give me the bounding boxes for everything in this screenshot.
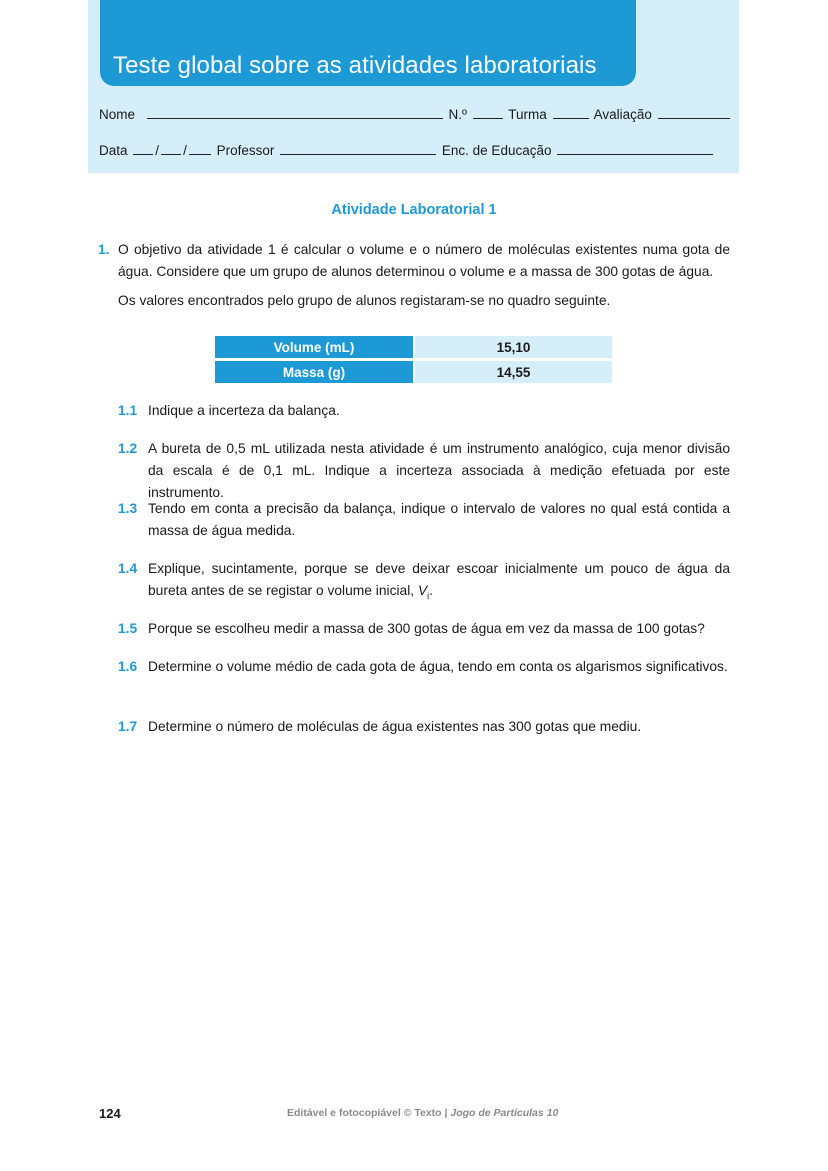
subquestion-text: Determine o número de moléculas de água existentes nas 300 gotas que mediu.: [148, 719, 642, 734]
nome-field[interactable]: [147, 106, 443, 119]
nome-label: Nome: [99, 107, 136, 122]
variable-subscript: i: [427, 590, 430, 601]
avaliacao-label: Avaliação: [593, 107, 652, 122]
subquestion-text: Porque se escolheu medir a massa de 300 gotas de água em vez da massa de 100 gotas?: [148, 621, 705, 636]
question-intro: Os valores encontrados pelo grupo de alunos registaram-se no quadro seguinte.: [118, 293, 611, 308]
enc-educacao-label: Enc. de Educação: [441, 143, 552, 158]
credit-text: Editável e fotocopiável © Texto |: [287, 1107, 448, 1119]
page-title: Teste global sobre as atividades laboratoriais: [113, 52, 597, 79]
enc-educacao-field[interactable]: [557, 142, 713, 155]
subquestion-1-1: [118, 400, 730, 422]
question-text: O objetivo da atividade 1 é calcular o volume e o número de moléculas existentes numa gota de água. Considere que um grupo de alunos determinou o volume e a massa de 300 gotas de água.: [118, 242, 730, 279]
subquestion-1-5: [118, 618, 730, 640]
subquestion-text: Explique, sucintamente, porque se deve deixar escoar inicialmente um pouco de água da bureta antes de se registar o volume inicial,: [148, 561, 730, 598]
subquestion-1-7: [118, 716, 730, 738]
turma-field[interactable]: [553, 106, 589, 119]
turma-label: Turma: [508, 107, 547, 122]
subquestion-text: Determine o volume médio de cada gota de água, tendo em conta os algarismos significativos.: [148, 659, 728, 674]
subquestion-number: 1.1: [118, 403, 138, 418]
question-1: [98, 239, 730, 283]
subquestion-1-3: [118, 498, 730, 542]
subquestion-number: 1.3: [118, 501, 138, 516]
section-title: Atividade Laboratorial 1: [331, 202, 497, 218]
table-value: 15,10: [415, 336, 612, 358]
page-number: 124: [99, 1106, 121, 1121]
subquestion-number: 1.5: [118, 621, 138, 636]
subquestion-number: 1.7: [118, 719, 138, 734]
footer-credit: [287, 1107, 558, 1119]
table-label: Massa (g): [215, 361, 413, 383]
professor-field[interactable]: [280, 142, 436, 155]
subquestion-1-4: [118, 558, 730, 607]
form-row-2: [99, 142, 715, 158]
avaliacao-field[interactable]: [658, 106, 730, 119]
data-label: Data: [99, 143, 128, 158]
numero-label: N.º: [448, 107, 467, 122]
day-field[interactable]: [133, 142, 153, 155]
professor-label: Professor: [216, 143, 275, 158]
subquestion-text: A bureta de 0,5 mL utilizada nesta atividade é um instrumento analógico, cuja menor divisão da escala é de 0,1 mL. Indique a incerteza associada à medição efetuada por este instrumento.: [148, 441, 730, 500]
variable-v: V: [417, 583, 428, 598]
subquestion-number: 1.4: [118, 561, 138, 576]
table-row: [215, 336, 612, 358]
question-number: 1.: [98, 242, 110, 257]
date-separator: /: [183, 143, 187, 158]
form-row-1: [99, 106, 732, 122]
subquestion-1-6: [118, 656, 730, 678]
table-label: Volume (mL): [215, 336, 413, 358]
table-value: 14,55: [415, 361, 612, 383]
book-title: Jogo de Partículas 10: [450, 1107, 559, 1119]
subquestion-text: Indique a incerteza da balança.: [148, 403, 340, 418]
year-field[interactable]: [189, 142, 211, 155]
table-row: [215, 361, 612, 383]
subquestion-text: Tendo em conta a precisão da balança, indique o intervalo de valores no qual está contida a massa de água medida.: [148, 501, 730, 538]
numero-field[interactable]: [473, 106, 503, 119]
data-table: [213, 333, 614, 386]
date-separator: /: [155, 143, 160, 158]
subquestion-number: 1.2: [118, 441, 138, 456]
subquestion-1-2: [118, 438, 730, 504]
month-field[interactable]: [161, 142, 181, 155]
subquestion-number: 1.6: [118, 659, 138, 674]
period: .: [429, 583, 434, 598]
